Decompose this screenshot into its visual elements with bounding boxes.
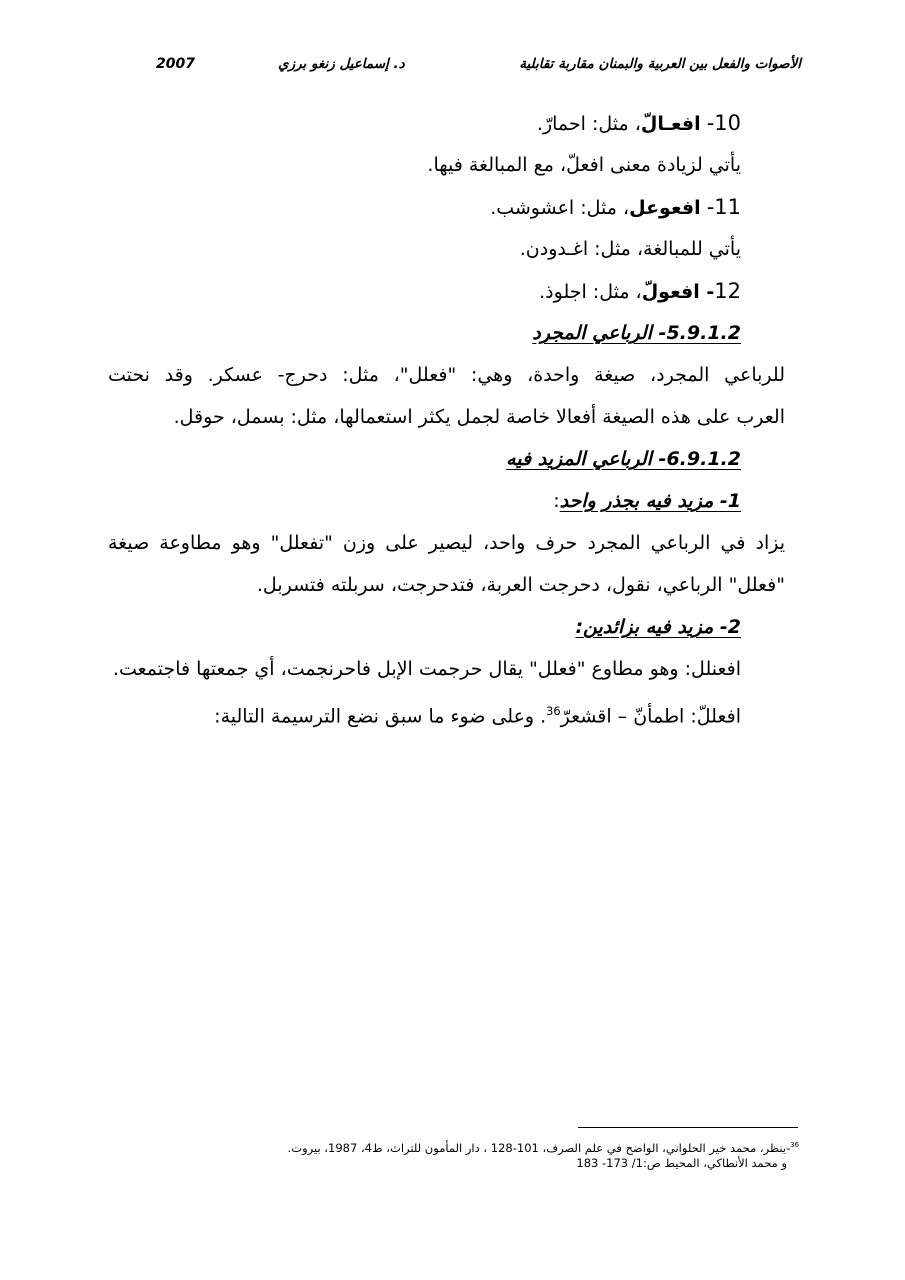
paragraph-2-line-2: "فعلل" الرباعي، نقول، دحرجت العربة، فتدحرجت، سربلته فتسربل. xyxy=(256,574,785,596)
paragraph-3-line-2 xyxy=(214,698,741,729)
item-10 xyxy=(537,110,741,137)
footnote-36-text-1: -ينظر، محمد خير الحلواني، الواضح في علم الصرف، 101-128 ، دار المأمون للتراث، ط4، 1987، بيروت. xyxy=(287,1140,791,1155)
section-heading-quadrilateral-bare: 5.9.1.2- الرباعي المجرد xyxy=(532,322,741,344)
item-11 xyxy=(490,194,741,221)
item-10-example: ، مثل: احمارّ. xyxy=(536,113,641,135)
footnote-separator xyxy=(578,1127,798,1128)
section-heading-quadrilateral-augmented: 6.9.1.2- الرباعي المزيد فيه xyxy=(506,448,741,470)
header-author: د. إسماعيل زنغو برزي xyxy=(278,56,405,72)
footnote-marker: 36 xyxy=(790,1141,799,1149)
subheading-2: 2- مزيد فيه بزائدين: xyxy=(575,616,741,638)
item-11-description: يأتي للمبالغة، مثل: اغـدودن. xyxy=(519,238,741,260)
footnote-reference-36: 36 xyxy=(546,704,561,718)
header-year: 2007 xyxy=(156,56,195,72)
subheading-1-colon: : xyxy=(553,490,560,512)
item-12 xyxy=(539,278,741,305)
item-10-number: 10- xyxy=(706,111,741,135)
item-12-pattern: - افعولّ xyxy=(641,281,715,303)
footnote-36-line-1 xyxy=(288,1138,799,1156)
item-12-number: 12 xyxy=(714,279,741,303)
paragraph-3-line-2-end: . وعلى ضوء ما سبق نضع الترسيمة التالية: xyxy=(214,705,547,728)
subheading-1-text: 1- مزيد فيه بجذر واحد xyxy=(559,490,741,512)
item-11-example: ، مثل: اعشوشب. xyxy=(490,197,630,219)
paragraph-2-line-1: يزاد في الرباعي المجرد حرف واحد، ليصير على وزن "تفعلل" وهو مطاوعة صيغة xyxy=(108,532,785,554)
item-12-example: ، مثل: اجلوذ. xyxy=(539,281,642,303)
paragraph-3-line-2-start: افعللّ: اطمأنّ – اقشعرّ xyxy=(560,705,741,728)
header-title: الأصوات والفعل بين العربية والبمنان مقاربة تقابلية xyxy=(519,56,801,72)
item-11-number: 11- xyxy=(706,195,741,219)
paragraph-1-line-2: العرب على هذه الصيغة أفعالا خاصة لجمل يكثر استعمالها، مثل: بسمل، حوقل. xyxy=(173,406,785,428)
item-10-description: يأتي لزيادة معنى افعلّ، مع المبالغة فيها. xyxy=(427,154,741,176)
footnote-36-line-2: و محمد الأنطاكي، المحيط ص:1/ 173- 183 xyxy=(576,1156,787,1170)
paragraph-3-line-1: افعنلل: وهو مطاوع "فعلل" يقال حرجمت الإبل فاحرنجمت، أي جمعتها فاجتمعت. xyxy=(112,658,741,680)
paragraph-1-line-1: للرباعي المجرد، صيغة واحدة، وهي: "فعلل"، مثل: دحرج- عسكر. وقد نحتت xyxy=(108,364,785,386)
subheading-1 xyxy=(553,488,741,514)
item-10-pattern: افعـالّ xyxy=(640,113,701,135)
item-11-pattern: افعوعل xyxy=(629,197,701,219)
